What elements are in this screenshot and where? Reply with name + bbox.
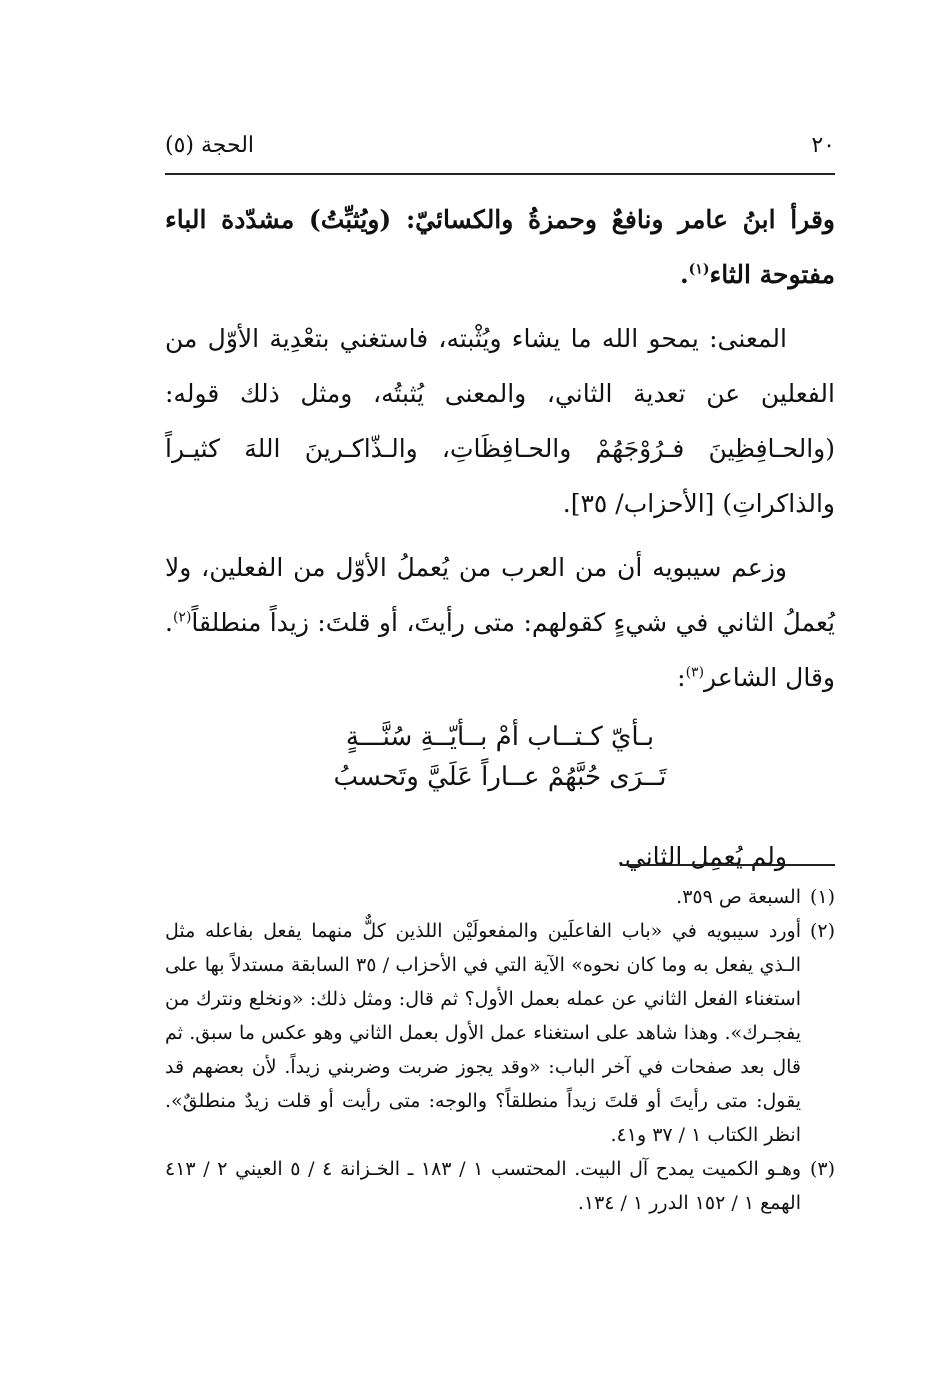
page-header — [165, 125, 835, 175]
main-text — [165, 192, 835, 884]
sibawayh-paragraph — [165, 540, 835, 705]
footnote-3 — [165, 1152, 835, 1220]
footnote-2 — [165, 914, 835, 1152]
footnote-ref-1: (١) — [688, 261, 710, 278]
reading-tail: . — [679, 260, 689, 289]
verse-first-hemistich: بـأيّ كـتــاب أمْ بــأيّــةِ سُنَّـــةٍ — [345, 722, 655, 752]
footnote-1 — [165, 880, 835, 914]
footnote-text: أورد سيبويه في «باب الفاعلَين والمفعولَيْن اللذين كلٌّ منهما يفعل بفاعله مثل الـذي يفعل به وما كان نحوه» الآية التي في الأحزاب / ٣٥ السابقة مستدلاً بها على استغناء الفعل الثاني عن عمله بعمل الأول؟ ثم قال: ومثل ذلك: «ونخلع ونترك من يفجـرك». وهذا شاهد على استغناء عمل الأول بعمل الثاني وهو عكس ما سبق. ثم قال بعد صفحات في آخر الباب: «وقد يجوز ضربت وضربني زيداً. لأن بعضهم قد يقول: متى رأيتَ أو قلتَ زيداً منطلقاً؟ والوجه: متى رأيت أو قلت زيدٌ منطلقٌ». انظر الكتاب ١ / ٣٧ و٤١. — [165, 920, 801, 1146]
poet-intro-tail: : — [677, 663, 686, 692]
footnote-text: السبعة ص ٣٥٩. — [676, 886, 801, 908]
footnote-text: وهـو الكميت يمدح آل البيت. المحتسب ١ / ١٨٣ ـ الخـزانة ٤ / ٥ العيني ٢ / ٤١٣ الهمع ١ / ١٥٢ الدرر ١ / ١٣٤. — [165, 1158, 802, 1214]
meaning-paragraph: المعنى: يمحو الله ما يشاء ويُثْبته، فاستغني بتعْدِية الأوّل من الفعلين عن تعدية الثاني، والمعنى يُثبتُه، ومثل ذلك قوله: (والحـافِظِينَ فـرُوْجَهُمْ والحـافِظَاتِ، والـذّاكـرينَ اللهَ كثيـراً والذاكراتِ) [الأحزاب/ ٣٥]. — [165, 324, 835, 518]
footnote-ref-2: (٢) — [172, 609, 192, 626]
footnote-number: (٣) — [809, 1158, 835, 1180]
poet-intro: . وقال الشاعر — [165, 608, 835, 692]
footnote-number: (١) — [809, 886, 835, 908]
poetry-verse — [165, 717, 835, 797]
footnote-ref-3: (٣) — [685, 664, 705, 681]
reading-text: وقرأ ابنُ عامر ونافعٌ وحمزةُ والكسائيّ: (ويُثبِّتُ) مشدّدة الباء مفتوحة الثاء — [165, 205, 835, 289]
reading-paragraph — [165, 192, 835, 302]
verse-second-hemistich: تَــرَى حُبَّهُمْ عــاراً عَلَيَّ وتَحسبُ — [333, 762, 667, 792]
sibawayh-text: وزعم سيبويه أن من العرب من يُعملُ الأوّل من الفعلين، ولا يُعملُ الثاني في شيءٍ كقولهم: متى رأيتَ، أو قلتَ: زيداً منطلقاً — [165, 553, 835, 637]
running-title: الحجة (٥) — [165, 133, 255, 158]
page-number: ٢٠ — [811, 133, 835, 158]
footnote-separator — [620, 864, 835, 866]
closing-line: ولم يُعمِل الثاني. — [616, 842, 787, 871]
footnotes — [165, 880, 835, 1220]
footnote-number: (٢) — [809, 920, 835, 942]
